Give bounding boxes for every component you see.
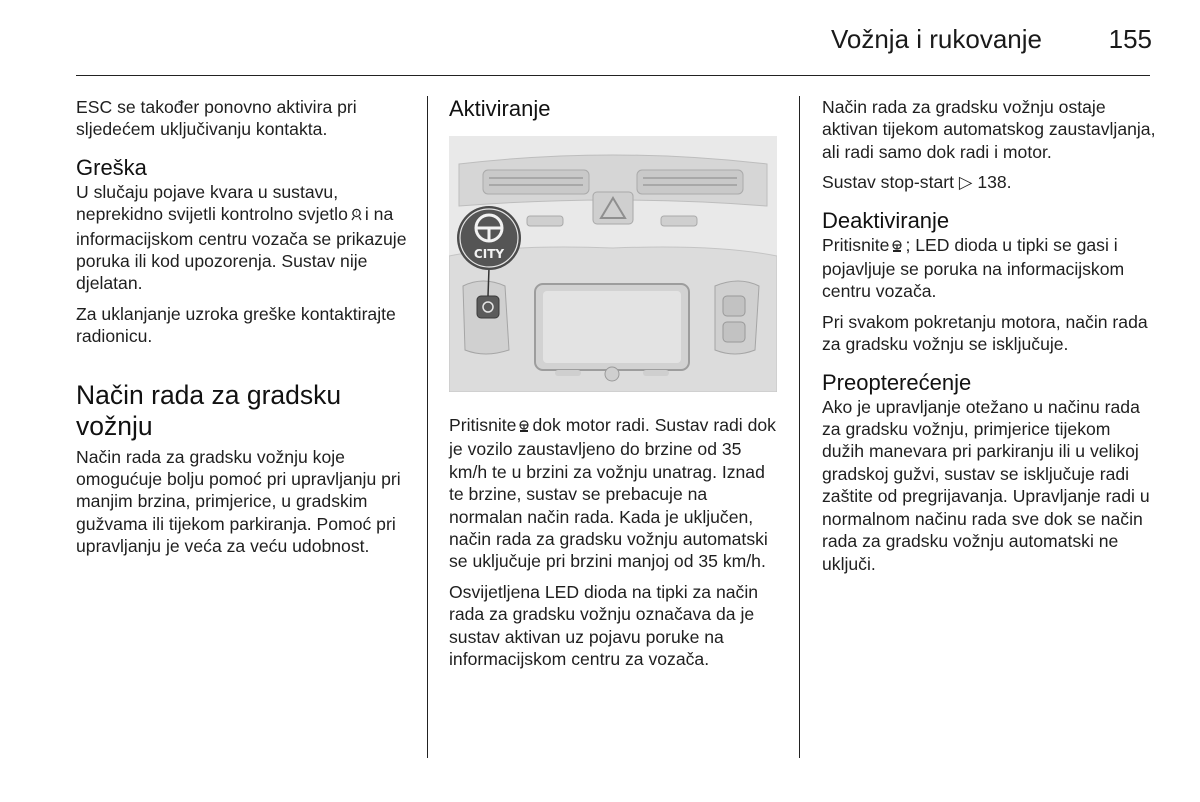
steering-warning-icon bbox=[350, 205, 363, 227]
led-paragraph: Osvijetljena LED dioda na tipki za način rada za gradsku vožnju označava da je sustav aktivan uz pojavu poruke na informacijskom centru za vozača. bbox=[449, 581, 759, 670]
overload-paragraph: Ako je upravljanje otežano u načinu rada za gradsku vožnju, primjerice tijekom dužih manevara pri parkiranju ili u velikoj gradskoj gužvi, sustav se isključuje radi zaštite od pregrijavanja. Upravljanje radi u normalnom načinu rada sve dok se način rada za gradsku vožnju automatski ne uključi. bbox=[822, 396, 1150, 574]
city-mode-icon bbox=[518, 416, 530, 438]
column-left bbox=[76, 96, 414, 566]
activation-heading: Aktiviranje bbox=[449, 96, 551, 121]
activation-paragraph: Pritisnite dok motor radi. Sustav radi dok je vozilo zaustavljeno do brzine od 35 km/h te u brzini za vožnju unatrag. Iznad te brzine, sustav se prebacuje na normalan način rada. Kada je uključen, način rada za gradsku vožnju automatski se uključuje pri brzini manjoj od 35 km/h. bbox=[449, 415, 776, 572]
reference-arrow-icon: ▷ bbox=[958, 172, 973, 193]
header-divider bbox=[76, 75, 1150, 76]
deactivation-heading: Deaktiviranje bbox=[822, 207, 950, 233]
page-number: 155 bbox=[1108, 24, 1152, 54]
dashboard-illustration bbox=[449, 136, 777, 392]
section-title: Vožnja i rukovanje bbox=[830, 24, 1042, 54]
city-callout-label: CITY bbox=[473, 247, 505, 261]
city-mode-paragraph: Način rada za gradsku vožnju koje omogućuje bolju pomoć pri upravljanju pri manjim brzina, primjerice, u gradskim gužvama ili tijekom parkiranja. Pomoć pri upravljanju je veća za veću udobnost. bbox=[76, 446, 401, 557]
fault-heading: Greška bbox=[76, 154, 147, 180]
column-middle bbox=[449, 96, 783, 678]
auto-stop-paragraph: Način rada za gradsku vožnju ostaje aktivan tijekom automatskog zaustavljanja, ali radi samo dok radi i motor. bbox=[822, 97, 1156, 162]
column-divider-1 bbox=[427, 96, 428, 758]
column-divider-2 bbox=[799, 96, 800, 758]
engine-start-paragraph: Pri svakom pokretanju motora, način rada za gradsku vožnju se isključuje. bbox=[822, 311, 1148, 355]
fault-paragraph: U slučaju pojave kvara u sustavu, neprekidno svijetli kontrolno svjetlo ! i na informacijskom centru vozača se prikazuje poruka ili kod upozorenja. Sustav nije djelatan. bbox=[76, 181, 407, 294]
fault-contact-paragraph: Za uklanjanje uzroka greške kontaktirajte radionicu. bbox=[76, 303, 396, 347]
esc-intro-paragraph: ESC se također ponovno aktivira pri sljedećem uključivanju kontakta. bbox=[76, 97, 357, 140]
deactivation-paragraph: Pritisnite ; LED dioda u tipki se gasi i pojavljuje se poruka na informacijskom centru vozača. bbox=[822, 234, 1125, 302]
city-mode-heading: Način rada za gradsku vožnju bbox=[76, 379, 342, 441]
svg-text:!: ! bbox=[355, 211, 358, 218]
overload-heading: Preopterećenje bbox=[822, 369, 972, 395]
city-mode-icon bbox=[891, 236, 903, 258]
stop-start-reference: Sustav stop-start ▷ 138. bbox=[822, 172, 1012, 193]
stop-start-page-link[interactable]: 138. bbox=[977, 172, 1012, 193]
column-right bbox=[822, 96, 1156, 583]
